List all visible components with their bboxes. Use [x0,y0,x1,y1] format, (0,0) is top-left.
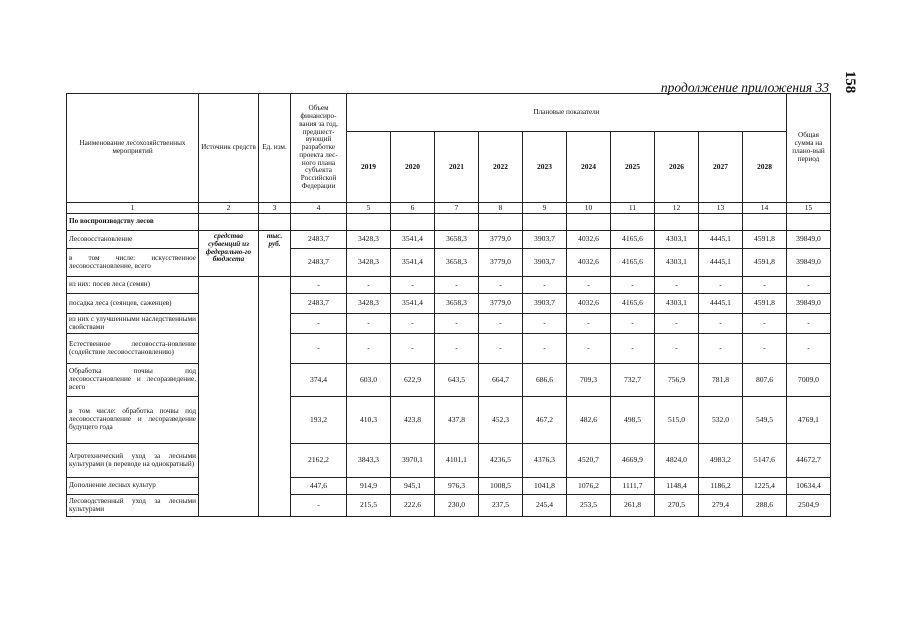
column-index: 4 [291,203,347,214]
value-cell: - [291,495,347,517]
value-cell: 4165,6 [611,249,655,277]
forestry-activities-table [66,93,831,517]
value-cell: 1186,2 [699,478,743,495]
value-cell: 3428,3 [347,249,391,277]
funding-source-cell [199,277,259,517]
column-index: 5 [347,203,391,214]
value-cell: 4236,5 [479,444,523,478]
value-cell: 781,8 [699,364,743,397]
value-cell: 807,6 [743,364,787,397]
value-cell: 230,0 [435,495,479,517]
column-index: 9 [523,203,567,214]
value-cell: 270,5 [655,495,699,517]
value-cell: 756,9 [655,364,699,397]
column-index: 12 [655,203,699,214]
funding-source-cell: средства субвенций из федерально-го бюджета [199,231,259,277]
value-cell: - [743,277,787,294]
activity-name: в том числе: искусственное лесовосстановление, всего [67,249,199,277]
total-cell: 10634,4 [787,478,831,495]
value-cell: 3970,1 [391,444,435,478]
value-cell: - [347,314,391,334]
activity-name: Обработка почвы под лесовосстановление и лесоразведение, всего [67,364,199,397]
value-cell: 3428,3 [347,294,391,314]
unit-cell [259,277,291,517]
value-cell: 482,6 [567,397,611,444]
value-cell: - [435,334,479,364]
appendix-caption: продолжение приложения 33 [660,80,829,95]
value-cell: 4445,1 [699,231,743,249]
value-cell: 549,5 [743,397,787,444]
value-cell: - [611,334,655,364]
header-year: 2019 [347,132,391,203]
total-cell: 44672,7 [787,444,831,478]
value-cell: 1225,4 [743,478,787,495]
value-cell: 261,8 [611,495,655,517]
value-cell: - [291,277,347,294]
value-cell: 410,3 [347,397,391,444]
total-cell: - [787,314,831,334]
column-index: 3 [259,203,291,214]
column-index: 7 [435,203,479,214]
value-cell: 664,7 [479,364,523,397]
value-cell: 4591,8 [743,249,787,277]
value-cell: 515,0 [655,397,699,444]
value-cell: 4376,3 [523,444,567,478]
value-cell: 215,5 [347,495,391,517]
value-cell: - [347,334,391,364]
activity-name: Агротехнический уход за лесными культурами (в переводе на однократный) [67,444,199,478]
total-cell: 4769,1 [787,397,831,444]
value-cell: - [347,277,391,294]
activity-name: Естественное лесовосста-новление (содействие лесовосстановлению) [67,334,199,364]
value-cell: - [655,314,699,334]
value-cell: 4445,1 [699,249,743,277]
value-cell: 1076,2 [567,478,611,495]
value-cell: 4303,1 [655,231,699,249]
value-cell: - [479,277,523,294]
column-index-row [67,203,831,214]
value-cell: 3428,3 [347,231,391,249]
value-cell: 532,0 [699,397,743,444]
value-cell: 222,6 [391,495,435,517]
value-cell: 467,2 [523,397,567,444]
table-row [67,495,831,517]
table-row [67,364,831,397]
value-cell: 686,6 [523,364,567,397]
value-cell: - [391,277,435,294]
column-index: 15 [787,203,831,214]
value-cell: - [291,334,347,364]
column-index: 10 [567,203,611,214]
value-cell: 3903,7 [523,231,567,249]
header-year: 2020 [391,132,435,203]
table-row [67,444,831,478]
value-cell: 4983,2 [699,444,743,478]
section-row [67,214,831,231]
value-cell: 374,4 [291,364,347,397]
header-prior-year-volume: Объем финансиро-вания за год, предшест-вующий разработке проекта лес-ного плана субъекта Российской Федерации [291,94,347,203]
value-cell: - [567,334,611,364]
table-row [67,397,831,444]
value-cell: 4032,6 [567,294,611,314]
column-index: 11 [611,203,655,214]
table-row [67,478,831,495]
table-row [67,231,831,249]
value-cell: 4165,6 [611,294,655,314]
value-cell: 2483,7 [291,231,347,249]
table-row [67,277,831,294]
column-index: 13 [699,203,743,214]
value-cell: 732,7 [611,364,655,397]
total-cell: 39849,0 [787,249,831,277]
value-cell: 2162,2 [291,444,347,478]
value-cell: 2483,7 [291,249,347,277]
value-cell: 1111,7 [611,478,655,495]
value-cell: 1148,4 [655,478,699,495]
value-cell: 3779,0 [479,231,523,249]
value-cell: 622,9 [391,364,435,397]
total-cell: 7009,0 [787,364,831,397]
section-title: По воспроизводству лесов [67,214,199,231]
value-cell: - [523,314,567,334]
table-row [67,334,831,364]
header-year: 2024 [567,132,611,203]
value-cell: 3903,7 [523,294,567,314]
value-cell: - [699,314,743,334]
value-cell: 498,5 [611,397,655,444]
header-year: 2025 [611,132,655,203]
value-cell: 1041,8 [523,478,567,495]
value-cell: - [743,314,787,334]
value-cell: 253,5 [567,495,611,517]
value-cell: 3903,7 [523,249,567,277]
header-planned-indicators: Плановые показатели [347,94,787,132]
value-cell: 423,8 [391,397,435,444]
total-cell: - [787,334,831,364]
value-cell: 288,6 [743,495,787,517]
value-cell: - [523,277,567,294]
unit-cell: тыс. руб. [259,231,291,277]
value-cell: - [523,334,567,364]
value-cell: 3658,3 [435,294,479,314]
value-cell: - [567,277,611,294]
value-cell: 279,4 [699,495,743,517]
value-cell: - [699,277,743,294]
value-cell: 4445,1 [699,294,743,314]
value-cell: 914,9 [347,478,391,495]
value-cell: - [391,334,435,364]
value-cell: 3779,0 [479,249,523,277]
value-cell: - [435,277,479,294]
table-row [67,314,831,334]
value-cell: - [743,334,787,364]
activity-name: Дополнение лесных культур [67,478,199,495]
value-cell: 3658,3 [435,249,479,277]
activity-name: из них: посев леса (семян) [67,277,199,294]
activity-name: Лесовосстановление [67,231,199,249]
value-cell: 603,0 [347,364,391,397]
value-cell: 4032,6 [567,249,611,277]
header-year: 2021 [435,132,479,203]
header-activity-name: Наименование лесохозяйственных мероприятий [67,94,199,203]
value-cell: 4591,8 [743,231,787,249]
value-cell: - [655,277,699,294]
header-year: 2026 [655,132,699,203]
value-cell: 1008,5 [479,478,523,495]
table-row [67,294,831,314]
value-cell: 4303,1 [655,294,699,314]
activity-name: из них с улучшенными наследственными свойствами [67,314,199,334]
header-year: 2027 [699,132,743,203]
value-cell: 193,2 [291,397,347,444]
value-cell: - [655,334,699,364]
value-cell: 3541,4 [391,249,435,277]
value-cell: 4520,7 [567,444,611,478]
value-cell: - [611,277,655,294]
total-cell: 39849,0 [787,294,831,314]
value-cell: 245,4 [523,495,567,517]
table-row [67,249,831,277]
value-cell: 4032,6 [567,231,611,249]
value-cell: 237,5 [479,495,523,517]
value-cell: - [699,334,743,364]
column-index: 6 [391,203,435,214]
value-cell: 4591,8 [743,294,787,314]
value-cell: 4101,1 [435,444,479,478]
value-cell: 4824,0 [655,444,699,478]
value-cell: 447,6 [291,478,347,495]
page-number: 158 [842,70,858,94]
header-total-sum: Общая сумма на плано-вый период [787,94,831,203]
value-cell: 452,3 [479,397,523,444]
value-cell: 437,8 [435,397,479,444]
header-funding-source: Источник средств [199,94,259,203]
value-cell: 3658,3 [435,231,479,249]
value-cell: 5147,6 [743,444,787,478]
value-cell: 4303,1 [655,249,699,277]
header-year: 2023 [523,132,567,203]
value-cell: 3843,3 [347,444,391,478]
value-cell: 3541,4 [391,231,435,249]
value-cell: - [567,314,611,334]
header-year: 2028 [743,132,787,203]
activity-name: посадка леса (сеянцев, саженцев) [67,294,199,314]
column-index: 8 [479,203,523,214]
value-cell: - [611,314,655,334]
value-cell: 4669,9 [611,444,655,478]
total-cell: 39849,0 [787,231,831,249]
value-cell: 4165,6 [611,231,655,249]
value-cell: - [479,314,523,334]
value-cell: 945,1 [391,478,435,495]
value-cell: 3779,0 [479,294,523,314]
value-cell: 643,5 [435,364,479,397]
column-index: 14 [743,203,787,214]
header-year: 2022 [479,132,523,203]
value-cell: - [291,314,347,334]
total-cell: - [787,277,831,294]
value-cell: 976,3 [435,478,479,495]
activity-name: в том числе: обработка почвы под лесовосстановление и лесоразведение будущего года [67,397,199,444]
value-cell: - [391,314,435,334]
total-cell: 2504,9 [787,495,831,517]
column-index: 1 [67,203,199,214]
value-cell: 709,3 [567,364,611,397]
activity-name: Лесоводственный уход за лесными культурами [67,495,199,517]
column-index: 2 [199,203,259,214]
value-cell: 2483,7 [291,294,347,314]
value-cell: - [479,334,523,364]
value-cell: - [435,314,479,334]
header-unit: Ед. изм. [259,94,291,203]
value-cell: 3541,4 [391,294,435,314]
